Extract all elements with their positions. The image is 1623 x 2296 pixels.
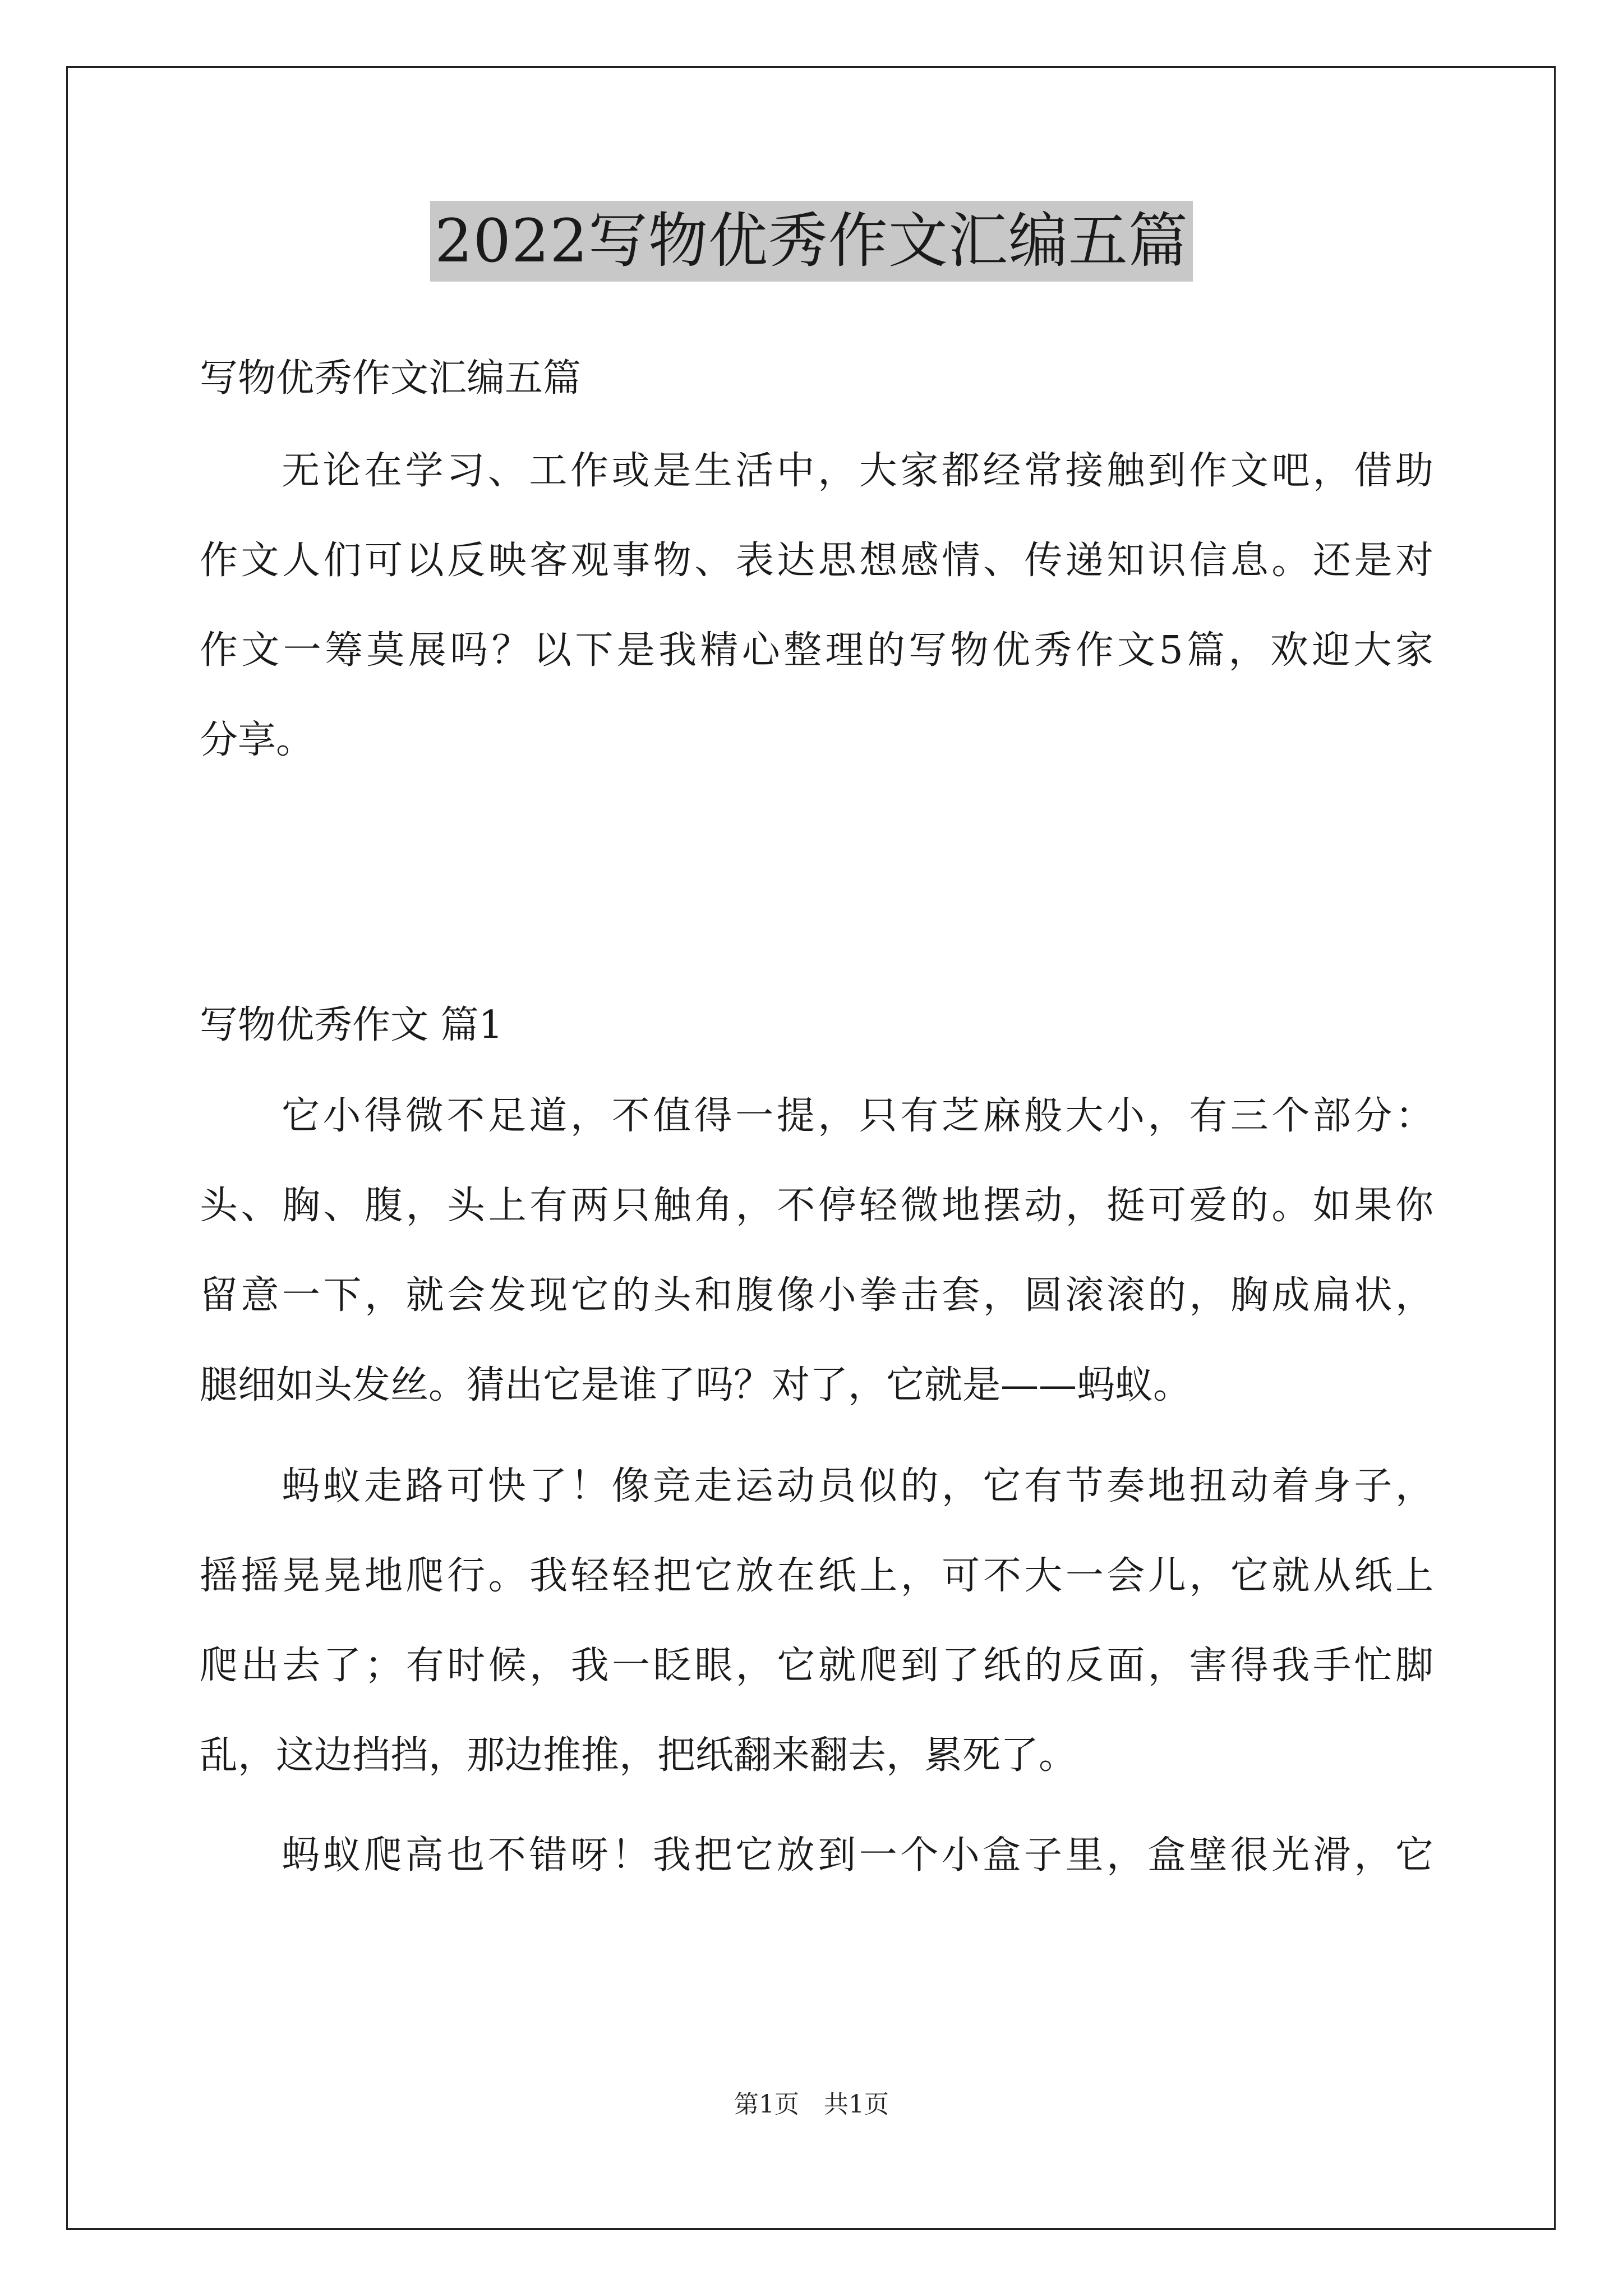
intro-line-3: 作文一筹莫展吗？以下是我精心整理的写物优秀作文5篇，欢迎大家: [200, 628, 1433, 673]
para3-line-1: 蚂蚁爬高也不错呀！我把它放到一个小盒子里，盒壁很光滑，它: [282, 1833, 1433, 1878]
para2-line-2: 摇摇晃晃地爬行。我轻轻把它放在纸上，可不大一会儿，它就从纸上: [200, 1554, 1433, 1598]
para1-line-1: 它小得微不足道，不值得一提，只有芝麻般大小，有三个部分：: [282, 1094, 1433, 1138]
para2-line-1: 蚂蚁走路可快了！像竞走运动员似的，它有节奏地扭动着身子，: [282, 1464, 1433, 1508]
intro-line-2: 作文人们可以反映客观事物、表达思想感情、传递知识信息。还是对: [200, 539, 1433, 583]
document-title: 2022写物优秀作文汇编五篇: [430, 201, 1193, 282]
document-subtitle: 写物优秀作文汇编五篇: [200, 356, 582, 401]
para1-line-4: 腿细如头发丝。猜出它是谁了吗？对了，它就是——蚂蚁。: [200, 1363, 1192, 1407]
para1-line-3: 留意一下，就会发现它的头和腹像小拳击套，圆滚滚的，胸成扁状，: [200, 1273, 1433, 1318]
title-container: [0, 201, 1623, 282]
body-paragraph-3: [200, 1828, 1433, 1917]
section-heading: 写物优秀作文 篇1: [200, 1003, 503, 1047]
intro-line-4: 分享。: [200, 718, 315, 762]
body-paragraph-1: [200, 1088, 1433, 1447]
intro-paragraph: [200, 443, 1433, 802]
para1-line-2: 头、胸、腹，头上有两只触角，不停轻微地摆动，挺可爱的。如果你: [200, 1184, 1433, 1228]
para2-line-3: 爬出去了；有时候，我一眨眼，它就爬到了纸的反面，害得我手忙脚: [200, 1644, 1433, 1688]
page-footer: 第1页 共1页: [734, 2090, 889, 2119]
intro-line-1: 无论在学习、工作或是生活中，大家都经常接触到作文吧，借助: [282, 449, 1433, 493]
body-paragraph-2: [200, 1458, 1433, 1818]
para2-line-4: 乱，这边挡挡，那边推推，把纸翻来翻去，累死了。: [200, 1733, 1077, 1778]
